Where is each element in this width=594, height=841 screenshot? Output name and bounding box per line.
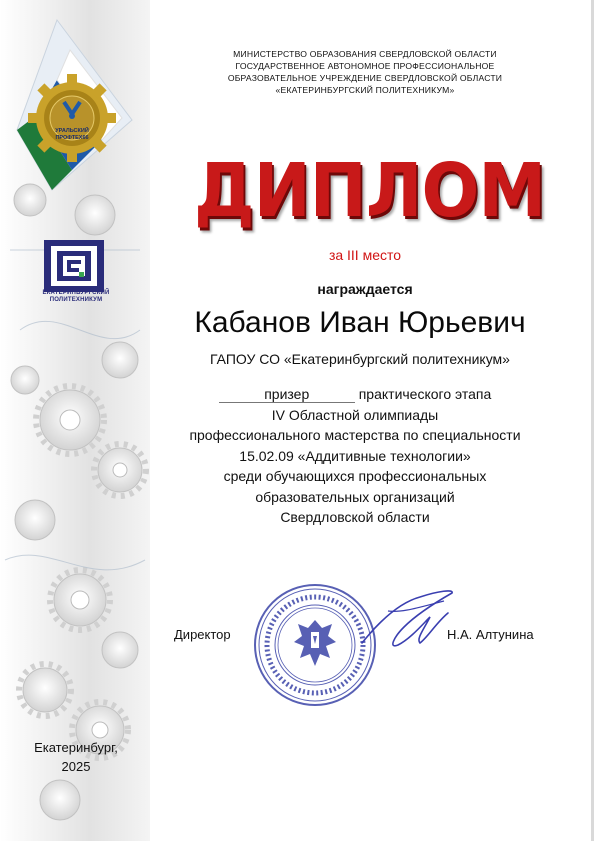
place-award: за III место bbox=[328, 247, 402, 263]
role-suffix: практического этапа bbox=[358, 386, 492, 402]
role-line bbox=[150, 384, 560, 405]
body-line: среди обучающихся профессиональных bbox=[223, 468, 487, 484]
ministry-line: ОБРАЗОВАТЕЛЬНОЕ УЧРЕЖДЕНИЕ СВЕРДЛОВСКОЙ ОБЛАСТИ bbox=[227, 73, 503, 83]
svg-text:ПРОФТЕХ66: ПРОФТЕХ66 bbox=[55, 135, 89, 141]
diploma-title: ДИПЛОМ bbox=[194, 148, 546, 234]
ministry-line: МИНИСТЕРСТВО ОБРАЗОВАНИЯ СВЕРДЛОВСКОЙ ОБЛАСТИ bbox=[233, 49, 497, 59]
handwritten-signature-icon bbox=[358, 583, 458, 661]
director-label: Директор bbox=[174, 627, 231, 642]
body-line: образовательных организаций bbox=[255, 488, 455, 505]
director-name: Н.А. Алтунина bbox=[447, 627, 534, 642]
body-line: профессионального мастерства по специальности bbox=[189, 427, 521, 443]
ministry-line: «ЕКАТЕРИНБУРГСКИЙ ПОЛИТЕХНИКУМ» bbox=[275, 85, 455, 95]
gear-emblem-icon bbox=[12, 10, 137, 195]
body-line: Свердловской области bbox=[280, 509, 430, 525]
diploma-title-wrap bbox=[180, 148, 546, 234]
city: Екатеринбург, bbox=[34, 740, 118, 755]
logo-caption-line2: ПОЛИТЕХНИКУМ bbox=[49, 297, 103, 303]
year: 2025 bbox=[61, 759, 91, 774]
awarded-label: награждается bbox=[317, 281, 413, 297]
svg-text:УРАЛЬСКИЙ: УРАЛЬСКИЙ bbox=[55, 128, 89, 134]
recipient-organization: ГАПОУ СО «Екатеринбургский политехникум» bbox=[210, 351, 510, 367]
recipient-name: Кабанов Иван Юрьевич bbox=[194, 306, 526, 339]
logo-caption bbox=[42, 290, 110, 304]
body-line: IV Областной олимпиады bbox=[271, 406, 439, 423]
ministry-header bbox=[190, 48, 540, 96]
role-value: призер bbox=[219, 387, 355, 403]
body-line: 15.02.09 «Аддитивные технологии» bbox=[239, 447, 471, 464]
city-year bbox=[30, 738, 122, 776]
diploma-body bbox=[150, 384, 560, 528]
logo-caption-line1: ЕКАТЕРИНБУРГСКИЙ bbox=[42, 290, 110, 296]
ministry-line: ГОСУДАРСТВЕННОЕ АВТОНОМНОЕ ПРОФЕССИОНАЛЬНОЕ bbox=[235, 61, 495, 71]
